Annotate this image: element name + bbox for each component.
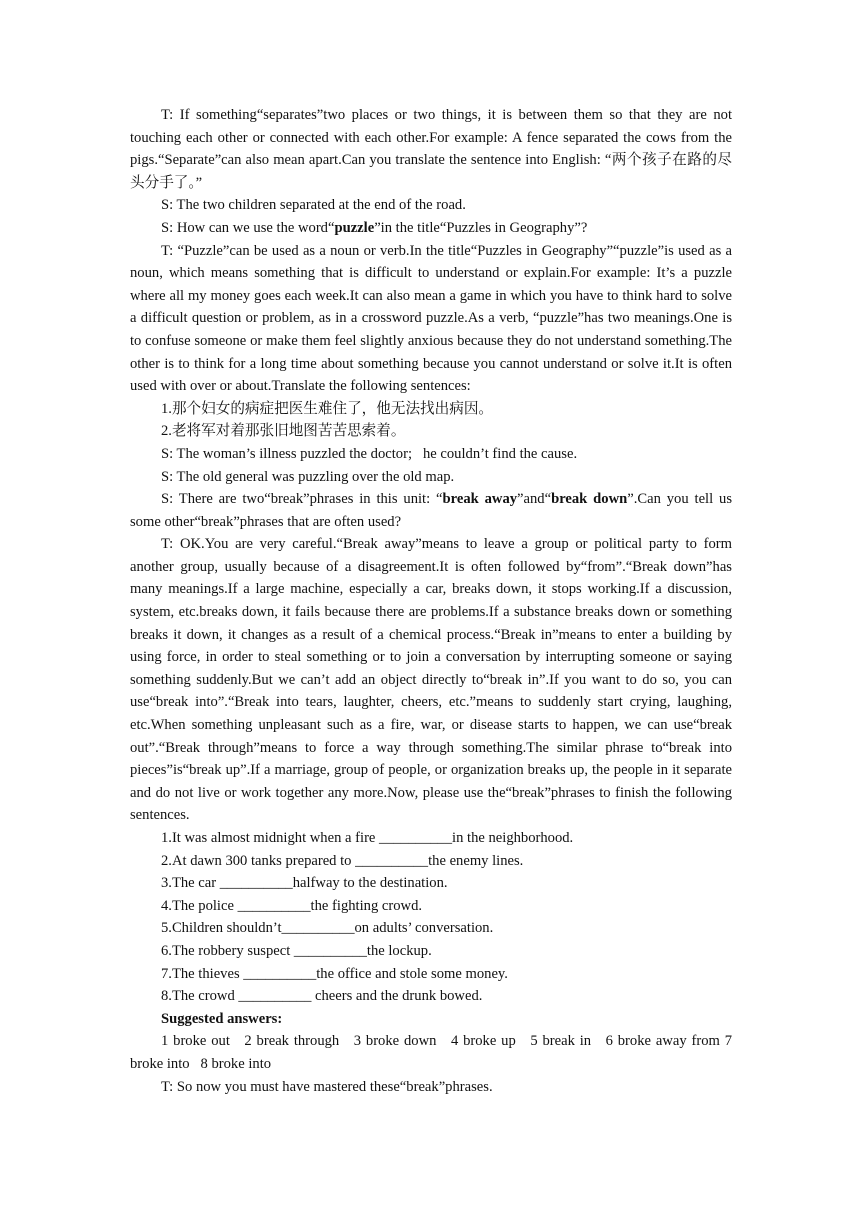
exercise-item-1: 1.It was almost midnight when a fire __________in the neighborhood. xyxy=(161,830,574,846)
closing-remark: T: So now you must have mastered these“break”phrases. xyxy=(161,1078,493,1095)
break-down-keyword: break down xyxy=(551,491,628,508)
paragraph-break-question xyxy=(130,488,732,533)
break-question-tail: ”.Can you tell us some other“break”phrases that are often used? xyxy=(130,491,732,530)
paragraph-puzzle-question xyxy=(130,217,732,240)
exercise-item-3: 3.The car __________halfway to the destination. xyxy=(161,875,448,892)
paragraph-puzzle-explanation: T: “Puzzle”can be used as a noun or verb.In the title“Puzzles in Geography”“puzzle”is used as a noun, which means something that is difficult to understand or explain.For example: It’s a puzzle where all my money goes each week.It can also mean a game in which you have to think hard to solve a difficult question or problem, as in a crossword puzzle.As a verb, “puzzle”has two meanings.One is to confuse someone or make them feel slightly anxious because they do not understand something.The other is to think for a long time about something because you cannot understand or solve it.It is often used with over or about.Translate the following sentences: xyxy=(130,242,732,395)
translation-answer-2: S: The old general was puzzling over the old map. xyxy=(161,468,455,485)
answers-list: 1 broke out 2 break through 3 broke down 4 broke up 5 break in 6 broke away from 7 broke into 8 broke into xyxy=(130,1033,736,1072)
translation-answer-1: S: The woman’s illness puzzled the doctor; he couldn’t find the cause. xyxy=(161,445,578,462)
exercise-item-5: 5.Children shouldn’t__________on adults’ conversation. xyxy=(161,920,494,937)
puzzle-keyword: puzzle xyxy=(334,219,375,236)
break-question-join: ”and“ xyxy=(517,491,552,508)
puzzle-question-lead: S: How can we use the word“ xyxy=(161,219,335,236)
exercise-item-6: 6.The robbery suspect __________the lockup. xyxy=(161,942,432,959)
puzzle-question-tail: ”in the title“Puzzles in Geography”? xyxy=(374,219,588,236)
paragraph-break-explanation: T: OK.You are very careful.“Break away”means to leave a group or political party to form another group, usually because of a disagreement.It is often followed by“from”.“Break down”has many meanings.If a large machine, especially a car, breaks down, it stops working.If a discussion, system, etc.breaks down, it fails because there are problems.If a substance breaks down or something breaks it down, it changes as a result of a chemical process.“Break in”means to enter a building by using force, in order to steal something or to join a conversation by interrupting someone or saying something suddenly.But we can’t add an object directly to“break in”.If you want to do so, you can use“break into”.“Break into tears, laughter, cheers, etc.”means to suddenly start crying, laughing, etc.When something unpleasant such as a fire, war, or disease starts to happen, we can use“break out”.“Break through”means to force a way through something.The similar phrase to“break into pieces”is“break up”.If a marriage, group of people, or organization breaks up, the people in it separate and do not live or work together any more.Now, please use the“break”phrases to finish the following sentences. xyxy=(130,536,732,824)
exercise-item-7: 7.The thieves __________the office and stole some money. xyxy=(161,965,508,982)
break-away-keyword: break away xyxy=(442,491,518,508)
exercise-item-2: 2.At dawn 300 tanks prepared to __________the enemy lines. xyxy=(161,852,524,869)
answers-heading: Suggested answers: xyxy=(161,1010,283,1027)
exercise-item-8: 8.The crowd __________ cheers and the drunk bowed. xyxy=(161,988,483,1005)
paragraph-separate: T: If something“separates”two places or two things, it is between them so that they are not touching each other or connected with each other.For example: A fence separated the cows from the pigs.“Separate”can also mean apart.Can you translate the sentence into English: “两个孩子在路的尽头分手了。” xyxy=(130,107,732,191)
break-question-lead: S: There are two“break”phrases in this unit: “ xyxy=(161,491,443,508)
translation-item-1: 1.那个妇女的病症把医生难住了，他无法找出病因。 xyxy=(161,400,494,417)
exercise-item-4: 4.The police __________the fighting crowd. xyxy=(161,897,423,914)
paragraph-answer-separate: S: The two children separated at the end of the road. xyxy=(161,197,466,214)
document-body xyxy=(130,104,736,1098)
translation-item-2: 2.老将军对着那张旧地图苦苦思索着。 xyxy=(161,423,406,440)
